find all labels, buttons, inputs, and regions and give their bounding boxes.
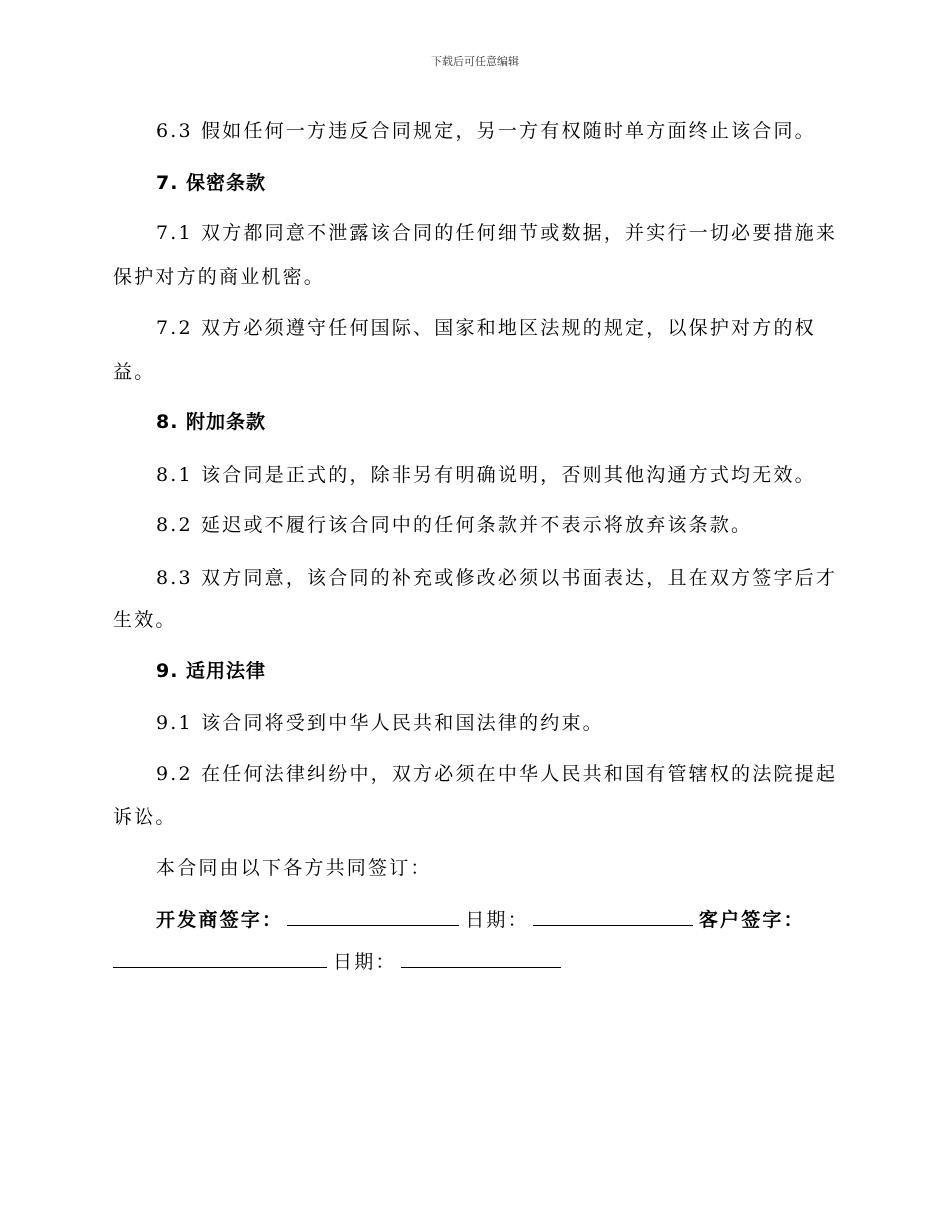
clause-6-3: 6.3 假如任何一方违反合同规定，另一方有权随时单方面终止该合同。 <box>156 120 816 142</box>
clause-8-2: 8.2 延迟或不履行该合同中的任何条款并不表示将放弃该条款。 <box>156 514 753 536</box>
section-heading-7: 7. 保密条款 <box>156 172 267 194</box>
clause-7-2-cont: 益。 <box>113 361 156 383</box>
clause-9-2-cont: 诉讼。 <box>113 806 177 828</box>
section-heading-8: 8. 附加条款 <box>156 411 267 433</box>
signing-intro: 本合同由以下各方共同签订： <box>156 857 432 879</box>
client-signature-label: 客户签字： <box>698 909 805 931</box>
clause-9-1: 9.1 该合同将受到中华人民共和国法律的约束。 <box>156 712 604 734</box>
clause-7-2: 7.2 双方必须遵守任何国际、国家和地区法规的规定，以保护对方的权 <box>156 317 816 339</box>
date-field[interactable] <box>533 907 693 926</box>
developer-signature-field[interactable] <box>287 907 459 926</box>
clause-7-1-cont: 保护对方的商业机密。 <box>113 266 326 288</box>
section-heading-9: 9. 适用法律 <box>156 660 267 682</box>
client-signature-field[interactable] <box>113 949 327 968</box>
date-field-2[interactable] <box>401 949 561 968</box>
clause-7-1: 7.1 双方都同意不泄露该合同的任何细节或数据，并实行一切必要措施来 <box>156 222 838 244</box>
date-label-2: 日期： <box>333 951 397 973</box>
signature-row-2 <box>113 947 567 974</box>
clause-8-1: 8.1 该合同是正式的，除非另有明确说明，否则其他沟通方式均无效。 <box>156 464 816 486</box>
clause-8-3-cont: 生效。 <box>113 609 177 631</box>
page-header: 下载后可任意编辑 <box>431 55 519 68</box>
clause-9-2: 9.2 在任何法律纠纷中，双方必须在中华人民共和国有管辖权的法院提起 <box>156 763 838 785</box>
date-label: 日期： <box>465 909 529 931</box>
developer-signature-label: 开发商签字： <box>156 909 284 931</box>
signature-row-1 <box>156 905 805 932</box>
clause-8-3: 8.3 双方同意，该合同的补充或修改必须以书面表达，且在双方签字后才 <box>156 567 838 589</box>
